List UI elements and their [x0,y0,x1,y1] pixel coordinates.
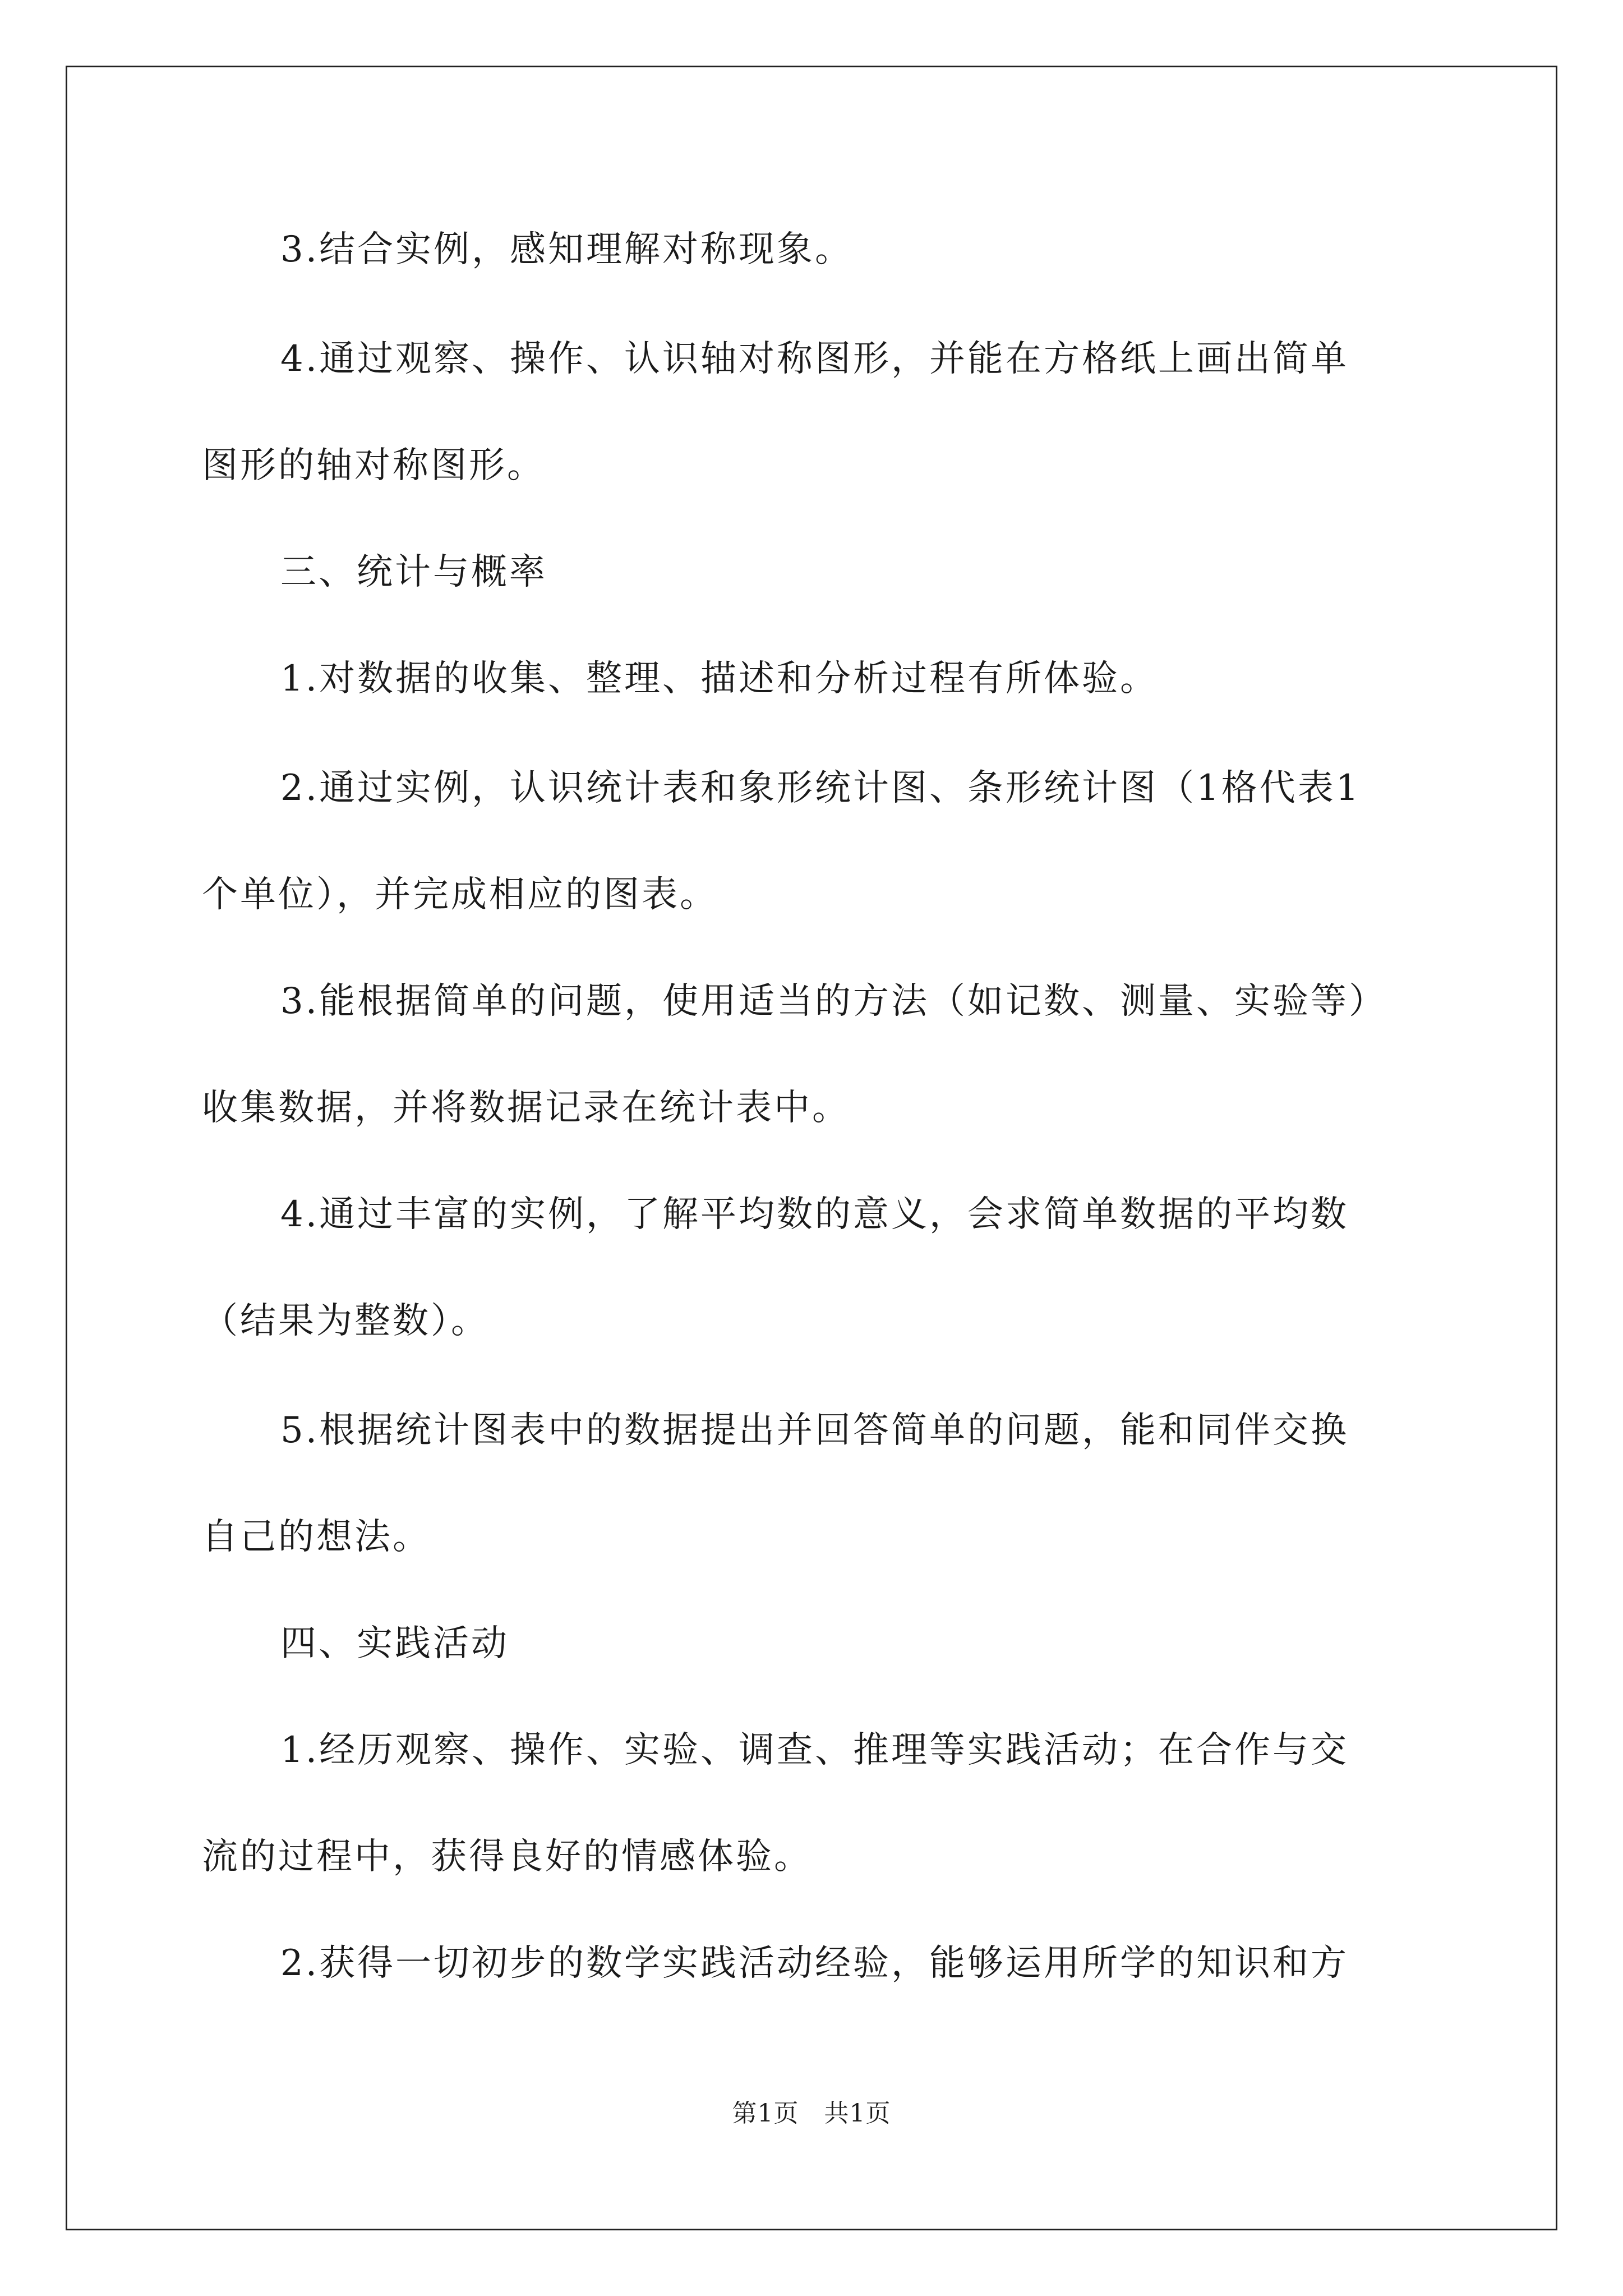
paragraph-line: 自己的想法。 [202,1516,431,1558]
paragraph-line: 2.获得一切初步的数学实践活动经验，能够运用所学的知识和方 [280,1943,1349,1984]
paragraph-line: 5.根据统计图表中的数据提出并回答简单的问题，能和同伴交换 [280,1410,1349,1451]
section-heading: 四、实践活动 [280,1623,509,1664]
paragraph-line: 个单位），并完成相应的图表。 [202,874,718,915]
paragraph-line: 流的过程中，获得良好的情感体验。 [202,1836,812,1878]
paragraph-line: 3.结合实例，感知理解对称现象。 [280,229,854,270]
paragraph-line: 1.对数据的收集、整理、描述和分析过程有所体验。 [280,658,1159,700]
page-border [66,66,1557,2230]
paragraph-line: （结果为整数）。 [202,1300,489,1342]
paragraph-line: 图形的轴对称图形。 [202,445,545,486]
paragraph-line: 4.通过丰富的实例，了解平均数的意义，会求简单数据的平均数 [280,1194,1349,1235]
section-heading: 三、统计与概率 [280,551,547,593]
page-number: 第1页 共1页 [732,2099,891,2128]
paragraph-line: 4.通过观察、操作、认识轴对称图形，并能在方格纸上画出简单 [280,338,1349,380]
paragraph-line: 2.通过实例，认识统计表和象形统计图、条形统计图（1格代表1 [280,767,1361,809]
paragraph-line: 3.能根据简单的问题，使用适当的方法（如记数、测量、实验等） [280,981,1387,1022]
paragraph-line: 收集数据，并将数据记录在统计表中。 [202,1087,850,1129]
paragraph-line: 1.经历观察、操作、实验、调查、推理等实践活动；在合作与交 [280,1729,1349,1771]
